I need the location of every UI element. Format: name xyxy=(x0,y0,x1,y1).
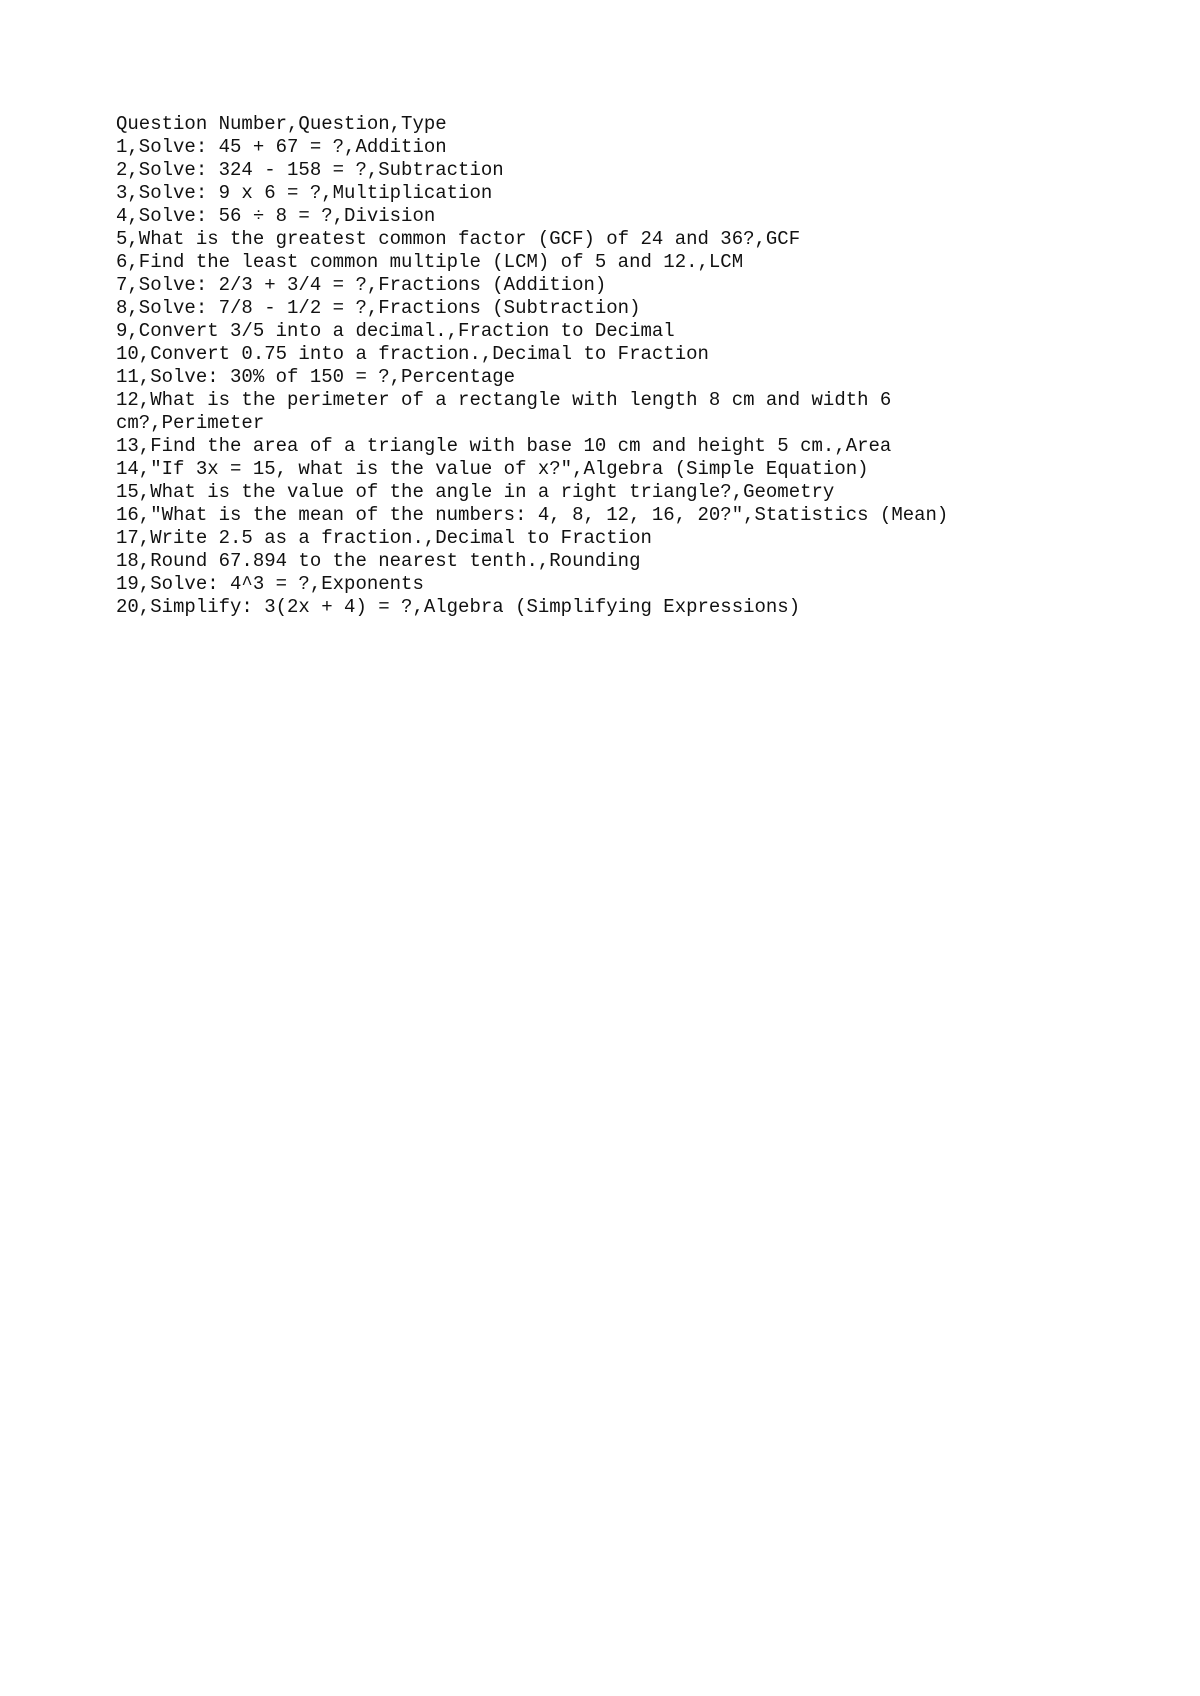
csv-row-16: 16,"What is the mean of the numbers: 4, 8, 12, 16, 20?",Statistics (Mean) xyxy=(116,504,949,526)
csv-row-7: 7,Solve: 2/3 + 3/4 = ?,Fractions (Addition) xyxy=(116,274,607,296)
csv-row-1: 1,Solve: 45 + 67 = ?,Addition xyxy=(116,136,447,158)
csv-row-18: 18,Round 67.894 to the nearest tenth.,Rounding xyxy=(116,550,641,572)
csv-row-12-continued: cm?,Perimeter xyxy=(116,412,265,434)
csv-row-10: 10,Convert 0.75 into a fraction.,Decimal to Fraction xyxy=(116,343,709,365)
csv-row-17: 17,Write 2.5 as a fraction.,Decimal to Fraction xyxy=(116,527,652,549)
csv-row-5: 5,What is the greatest common factor (GCF) of 24 and 36?,GCF xyxy=(116,228,801,250)
csv-row-4: 4,Solve: 56 ÷ 8 = ?,Division xyxy=(116,205,436,227)
csv-row-15: 15,What is the value of the angle in a right triangle?,Geometry xyxy=(116,481,835,503)
csv-row-11: 11,Solve: 30% of 150 = ?,Percentage xyxy=(116,366,516,388)
csv-row-3: 3,Solve: 9 x 6 = ?,Multiplication xyxy=(116,182,493,204)
csv-row-12: 12,What is the perimeter of a rectangle with length 8 cm and width 6 xyxy=(116,389,892,411)
csv-row-6: 6,Find the least common multiple (LCM) of 5 and 12.,LCM xyxy=(116,251,744,273)
csv-row-8: 8,Solve: 7/8 - 1/2 = ?,Fractions (Subtraction) xyxy=(116,297,641,319)
csv-row-13: 13,Find the area of a triangle with base 10 cm and height 5 cm.,Area xyxy=(116,435,892,457)
csv-row-19: 19,Solve: 4^3 = ?,Exponents xyxy=(116,573,424,595)
csv-row-20: 20,Simplify: 3(2x + 4) = ?,Algebra (Simplifying Expressions) xyxy=(116,596,801,618)
csv-text-block xyxy=(116,113,1116,619)
csv-header-line: Question Number,Question,Type xyxy=(116,113,447,135)
csv-row-2: 2,Solve: 324 - 158 = ?,Subtraction xyxy=(116,159,504,181)
csv-row-14: 14,"If 3x = 15, what is the value of x?",Algebra (Simple Equation) xyxy=(116,458,869,480)
csv-row-9: 9,Convert 3/5 into a decimal.,Fraction to Decimal xyxy=(116,320,675,342)
